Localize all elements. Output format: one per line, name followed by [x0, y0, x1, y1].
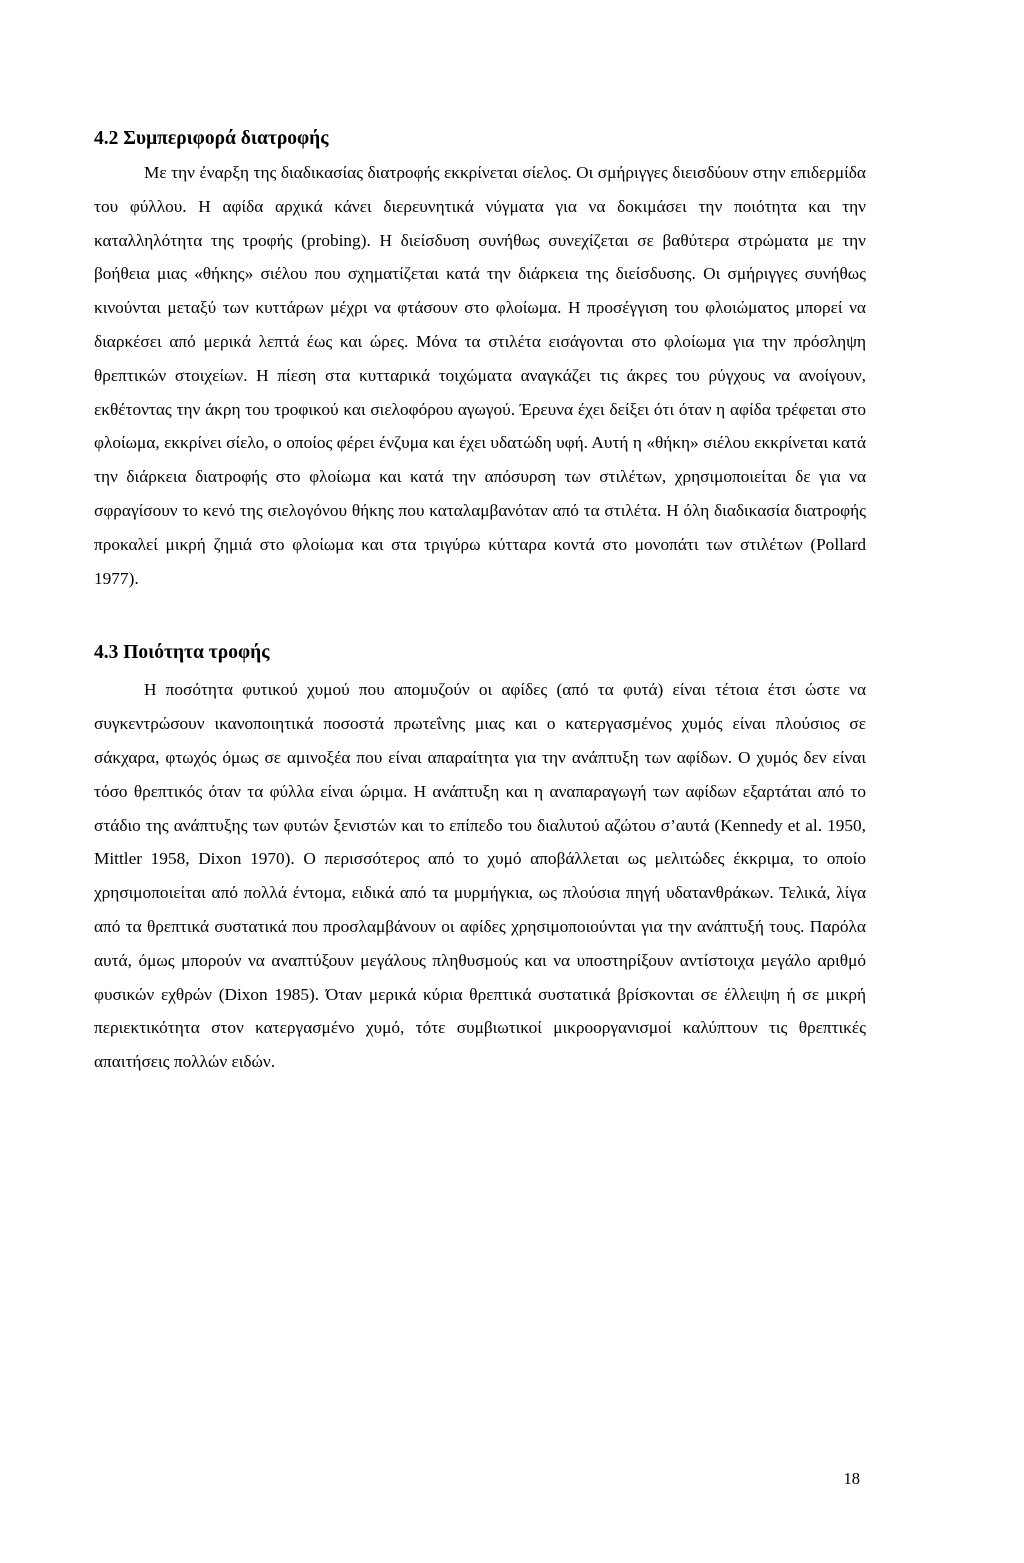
- page-number: 18: [843, 1469, 860, 1488]
- page-content: [94, 125, 866, 1079]
- section-paragraph-food-quality: Η ποσότητα φυτικού χυμού που απομυζούν οι αφίδες (από τα φυτά) είναι τέτοια έτσι ώστε να συγκεντρώσουν ικανοποιητικά ποσοστά πρωτεΐνης μιας και ο κατεργασμένος χυμός είναι πλούσιος σε σάκχαρα, φτωχός όμως σε αμινοξέα που είναι απαραίτητα για την ανάπτυξη των αφίδων. Ο χυμός δεν είναι τόσο θρεπτικός όταν τα φύλλα είναι ώριμα. Η ανάπτυξη και η αναπαραγωγή των αφίδων εξαρτάται από το στάδιο της ανάπτυξης των φυτών ξενιστών και το επίπεδο του διαλυτού αζώτου σ’αυτά (Kennedy et al. 1950, Mittler 1958, Dixon 1970). Ο περισσότερος από το χυμό αποβάλλεται ως μελιτώδες έκκριμα, το οποίο χρησιμοποιείται από πολλά έντομα, ειδικά από τα μυρμήγκια, ως πλούσια πηγή υδατανθράκων. Τελικά, λίγα από τα θρεπτικά συστατικά που προσλαμβάνουν οι αφίδες χρησιμοποιούνται για την ανάπτυξή τους. Παρόλα αυτά, όμως μπορούν να αναπτύξουν μεγάλους πληθυσμούς και να υποστηρίξουν αντίστοιχα μεγάλο αριθμό φυσικών εχθρών (Dixon 1985). Όταν μερικά κύρια θρεπτικά συστατικά βρίσκονται σε έλλειψη ή σε μικρή περιεκτικότητα στον κατεργασμένο χυμό, τότε συμβιωτικοί μικροοργανισμοί καλύπτουν τις θρεπτικές απαιτήσεις πολλών ειδών.: [94, 680, 866, 1072]
- section-paragraph-feeding-behaviour: Με την έναρξη της διαδικασίας διατροφής εκκρίνεται σίελος. Οι σμήριγγες διεισδύουν στην επιδερμίδα του φύλλου. Η αφίδα αρχικά κάνει διερευνητικά νύγματα για να δοκιμάσει την ποιότητα και την καταλληλότητα της τροφής (probing). Η διείσδυση συνήθως συνεχίζεται σε βαθύτερα στρώματα με την βοήθεια μιας «θήκης» σιέλου που σχηματίζεται κατά την διάρκεια της διείσδυσης. Οι σμήριγγες συνήθως κινούνται μεταξύ των κυττάρων μέχρι να φτάσουν στο φλοίωμα. Η προσέγγιση του φλοιώματος μπορεί να διαρκέσει από μερικά λεπτά έως και ώρες. Μόνα τα στιλέτα εισάγονται στο φλοίωμα για την πρόσληψη θρεπτικών στοιχείων. Η πίεση στα κυτταρικά τοιχώματα αναγκάζει τις άκρες του ρύγχους να ανοίγουν, εκθέτοντας την άκρη του τροφικού και σιελοφόρου αγωγού. Έρευνα έχει δείξει ότι όταν η αφίδα τρέφεται στο φλοίωμα, εκκρίνει σίελο, ο οποίος φέρει ένζυμα και έχει υδατώδη υφή. Αυτή η «θήκη» σιέλου εκκρίνεται κατά την διάρκεια διατροφής στο φλοίωμα και κατά την απόσυρση των στιλέτων, χρησιμοποιείται δε για να σφραγίσουν το κενό της σιελογόνου θήκης που καταλαμβανόταν από τα στιλέτα. Η όλη διαδικασία διατροφής προκαλεί μικρή ζημιά στο φλοίωμα και στα τριγύρω κύτταρα κοντά στο μονοπάτι των στιλέτων (Pollard 1977).: [94, 163, 866, 588]
- section-heading-food-quality: 4.3 Ποιότητα τροφής: [94, 642, 270, 664]
- section-heading-feeding-behaviour: 4.2 Συμπεριφορά διατροφής: [94, 128, 329, 149]
